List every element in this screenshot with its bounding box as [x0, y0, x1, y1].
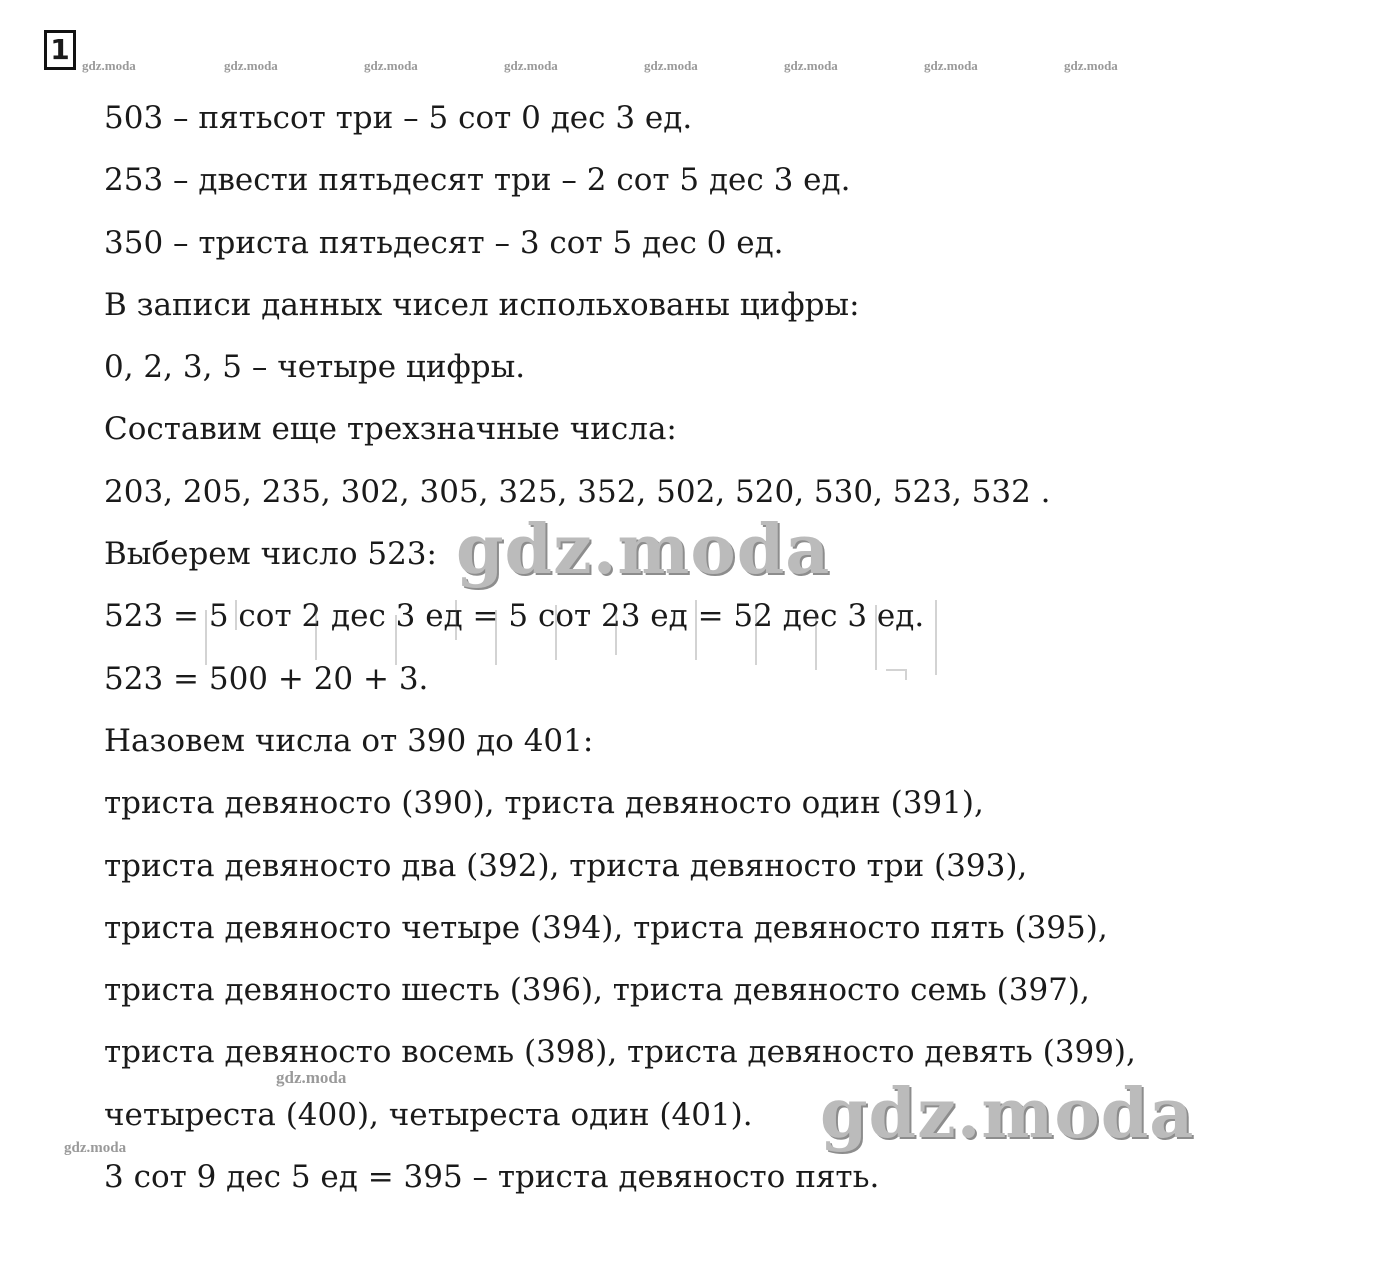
task-number-badge: 1	[44, 30, 76, 70]
solution-line: 523 = 5 сот 2 дес 3 ед = 5 сот 23 ед = 52 дес 3 ед.	[104, 598, 925, 635]
watermark-logo: gdz.moda	[820, 1074, 1195, 1154]
solution-line: триста девяносто шесть (396), триста девяносто семь (397),	[104, 972, 1090, 1009]
watermark-text: gdz.moda	[1064, 58, 1118, 73]
solution-line: Назовем числа от 390 до 401:	[104, 722, 594, 759]
watermark-text: gdz.moda	[784, 58, 838, 73]
solution-line: Составим еще трехзначные числа:	[104, 411, 677, 448]
watermark-text: gdz.moda	[276, 1068, 347, 1087]
solution-line: 203, 205, 235, 302, 305, 325, 352, 502, 520, 530, 523, 532 .	[104, 473, 1051, 510]
solution-line: 0, 2, 3, 5 – четыре цифры.	[104, 349, 526, 386]
solution-line: триста девяносто восемь (398), триста девяносто девять (399),	[104, 1034, 1136, 1071]
solution-line: четыреста (400), четыреста один (401).	[104, 1096, 753, 1133]
solution-line: 503 – пятьсот три – 5 сот 0 дес 3 ед.	[104, 100, 693, 136]
watermark-text: gdz.moda	[364, 58, 418, 73]
watermark-text: gdz.moda	[504, 58, 558, 73]
watermark-text: gdz.moda	[924, 58, 978, 73]
solution-line: 523 = 500 + 20 + 3.	[104, 660, 429, 697]
solution-line: В записи данных чисел испольхованы цифры:	[104, 286, 860, 323]
watermark-text: gdz.moda	[224, 58, 278, 73]
watermark-text: gdz.moda	[82, 58, 136, 73]
solution-line: 350 – триста пятьдесят – 3 сот 5 дес 0 ед.	[104, 224, 784, 261]
watermark-text: gdz.moda	[644, 58, 698, 73]
solution-text	[104, 92, 1324, 1213]
solution-line: 3 сот 9 дес 5 ед = 395 – триста девяносто пять.	[104, 1159, 880, 1196]
solution-line: 253 – двести пятьдесят три – 2 сот 5 дес 3 ед.	[104, 162, 851, 199]
watermark-text: gdz.moda	[64, 1140, 127, 1156]
solution-line: триста девяносто четыре (394), триста девяносто пять (395),	[104, 909, 1108, 946]
solution-line: триста девяносто два (392), триста девяносто три (393),	[104, 847, 1028, 884]
watermark-logo: gdz.moda	[456, 510, 831, 590]
watermark-row	[82, 58, 1182, 78]
solution-line: триста девяносто (390), триста девяносто один (391),	[104, 785, 984, 822]
solution-line: Выберем число 523:	[104, 536, 437, 573]
